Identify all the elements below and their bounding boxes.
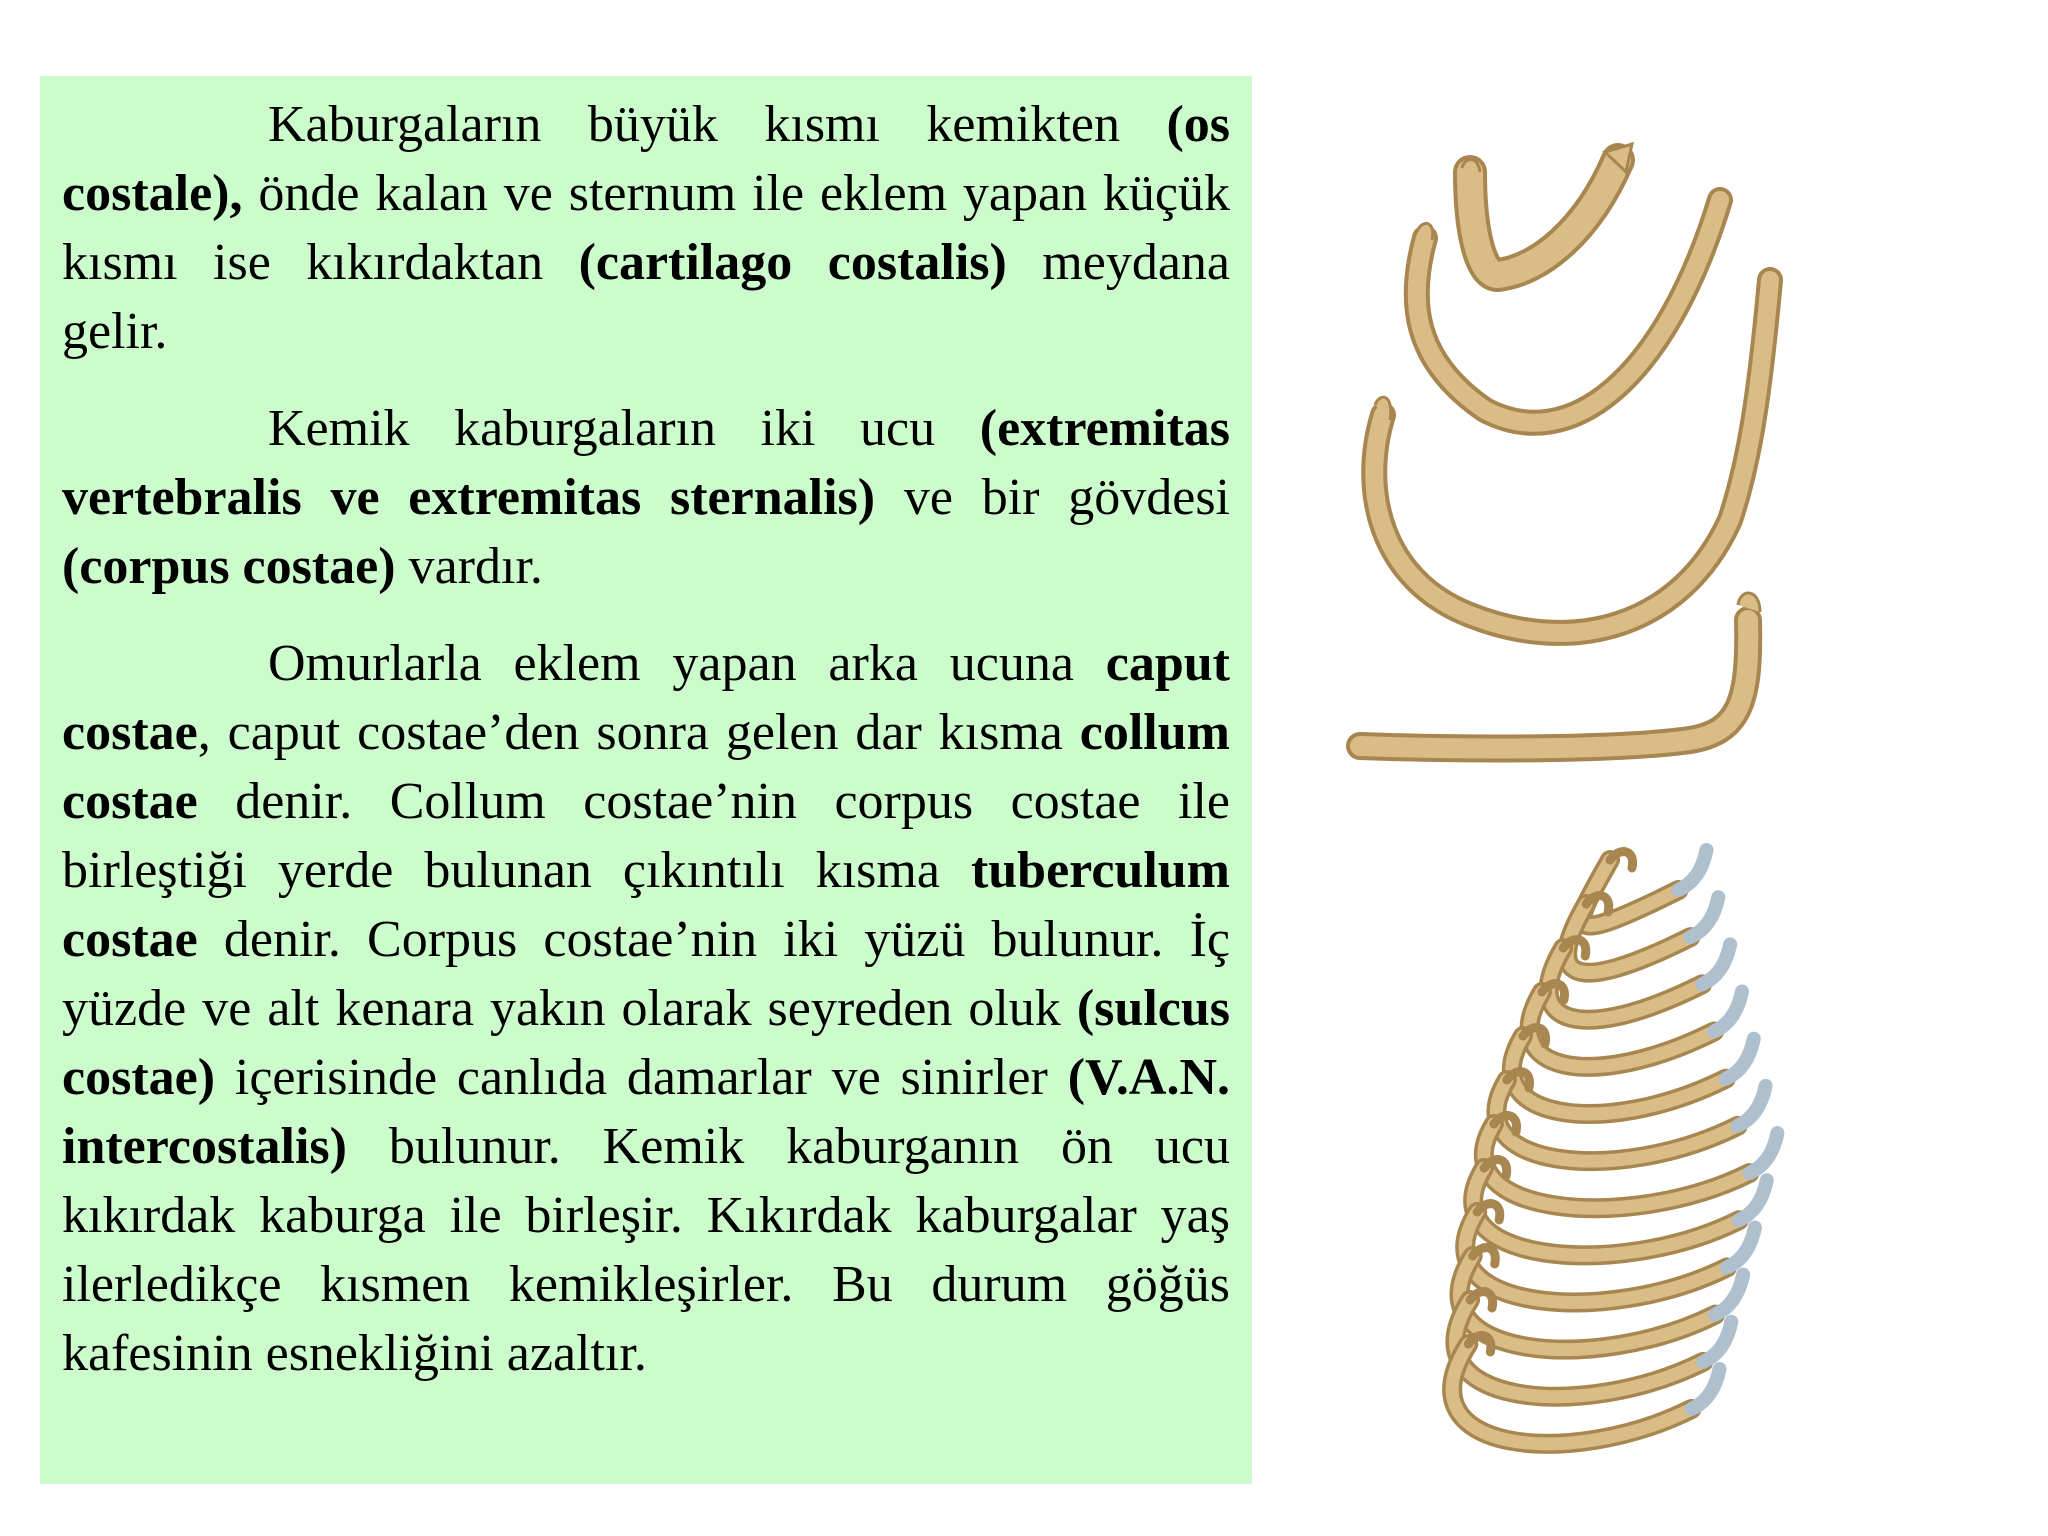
- bold-term: (V.A.N. intercostalis): [62, 1049, 1230, 1175]
- text-run: denir. Corpus costae’nin iki yüzü bulunur. İç yüzde ve alt kenara yakın olarak seyreden oluk: [62, 911, 1230, 1037]
- costal-cartilage: [1690, 897, 1718, 937]
- individual-ribs-illustration: [1360, 144, 1770, 748]
- paragraph-rib-composition: [62, 90, 1230, 366]
- rib-cage-illustration: [1452, 850, 1777, 1444]
- text-run: meydana gelir.: [62, 234, 1230, 360]
- text-run: vardır.: [395, 538, 543, 595]
- text-run: bulunur. Kemik kaburganın ön ucu kıkırdak kaburga ile birleşir. Kıkırdak kaburgalar yaş ilerledikçe kısmen kemikleşirler. Bu durum göğüs kafesinin esnekliğini azaltır.: [62, 1118, 1230, 1382]
- paragraph-rib-parts: [62, 394, 1230, 601]
- paragraph-rib-anatomy: [62, 629, 1230, 1388]
- bold-term: (os costale),: [62, 96, 1230, 222]
- first-rib-image: [1462, 144, 1632, 275]
- costal-cartilage: [1679, 850, 1707, 890]
- text-run: denir. Collum costae’nin corpus costae ile birleştiği yerde bulunan çıkıntılı kısma: [62, 773, 1230, 899]
- rib-illustrations: [1320, 60, 1880, 1480]
- bold-term: tuberculum costae: [62, 842, 1230, 968]
- bold-term: (extremitas vertebralis ve extremitas sternalis): [62, 400, 1230, 526]
- text-panel: [40, 76, 1252, 1484]
- bold-term: caput costae: [62, 635, 1230, 761]
- bold-term: collum costae: [62, 704, 1230, 830]
- costal-cartilage: [1702, 944, 1730, 984]
- fourth-rib-image: [1360, 593, 1760, 748]
- bold-term: (cartilago costalis): [578, 234, 1007, 291]
- text-run: , caput costae’den sonra gelen dar kısma: [197, 704, 1080, 761]
- costal-cartilage: [1714, 992, 1742, 1032]
- text-run: önde kalan ve sternum ile eklem yapan küçük kısmı ise kıkırdaktan: [62, 165, 1230, 291]
- text-run: Kemik kaburgaların iki ucu: [268, 400, 980, 457]
- text-run: içerisinde canlıda damarlar ve sinirler: [215, 1049, 1068, 1106]
- bold-term: (sulcus costae): [62, 980, 1230, 1106]
- costal-cartilage: [1726, 1039, 1754, 1079]
- costal-cartilage: [1749, 1133, 1777, 1173]
- text-run: Omurlarla eklem yapan arka ucuna: [268, 635, 1106, 692]
- text-run: Kaburgaların büyük kısmı kemikten: [268, 96, 1167, 153]
- bold-term: (corpus costae): [62, 538, 396, 595]
- text-run: ve bir gövdesi: [875, 469, 1231, 526]
- costal-cartilage: [1738, 1086, 1766, 1126]
